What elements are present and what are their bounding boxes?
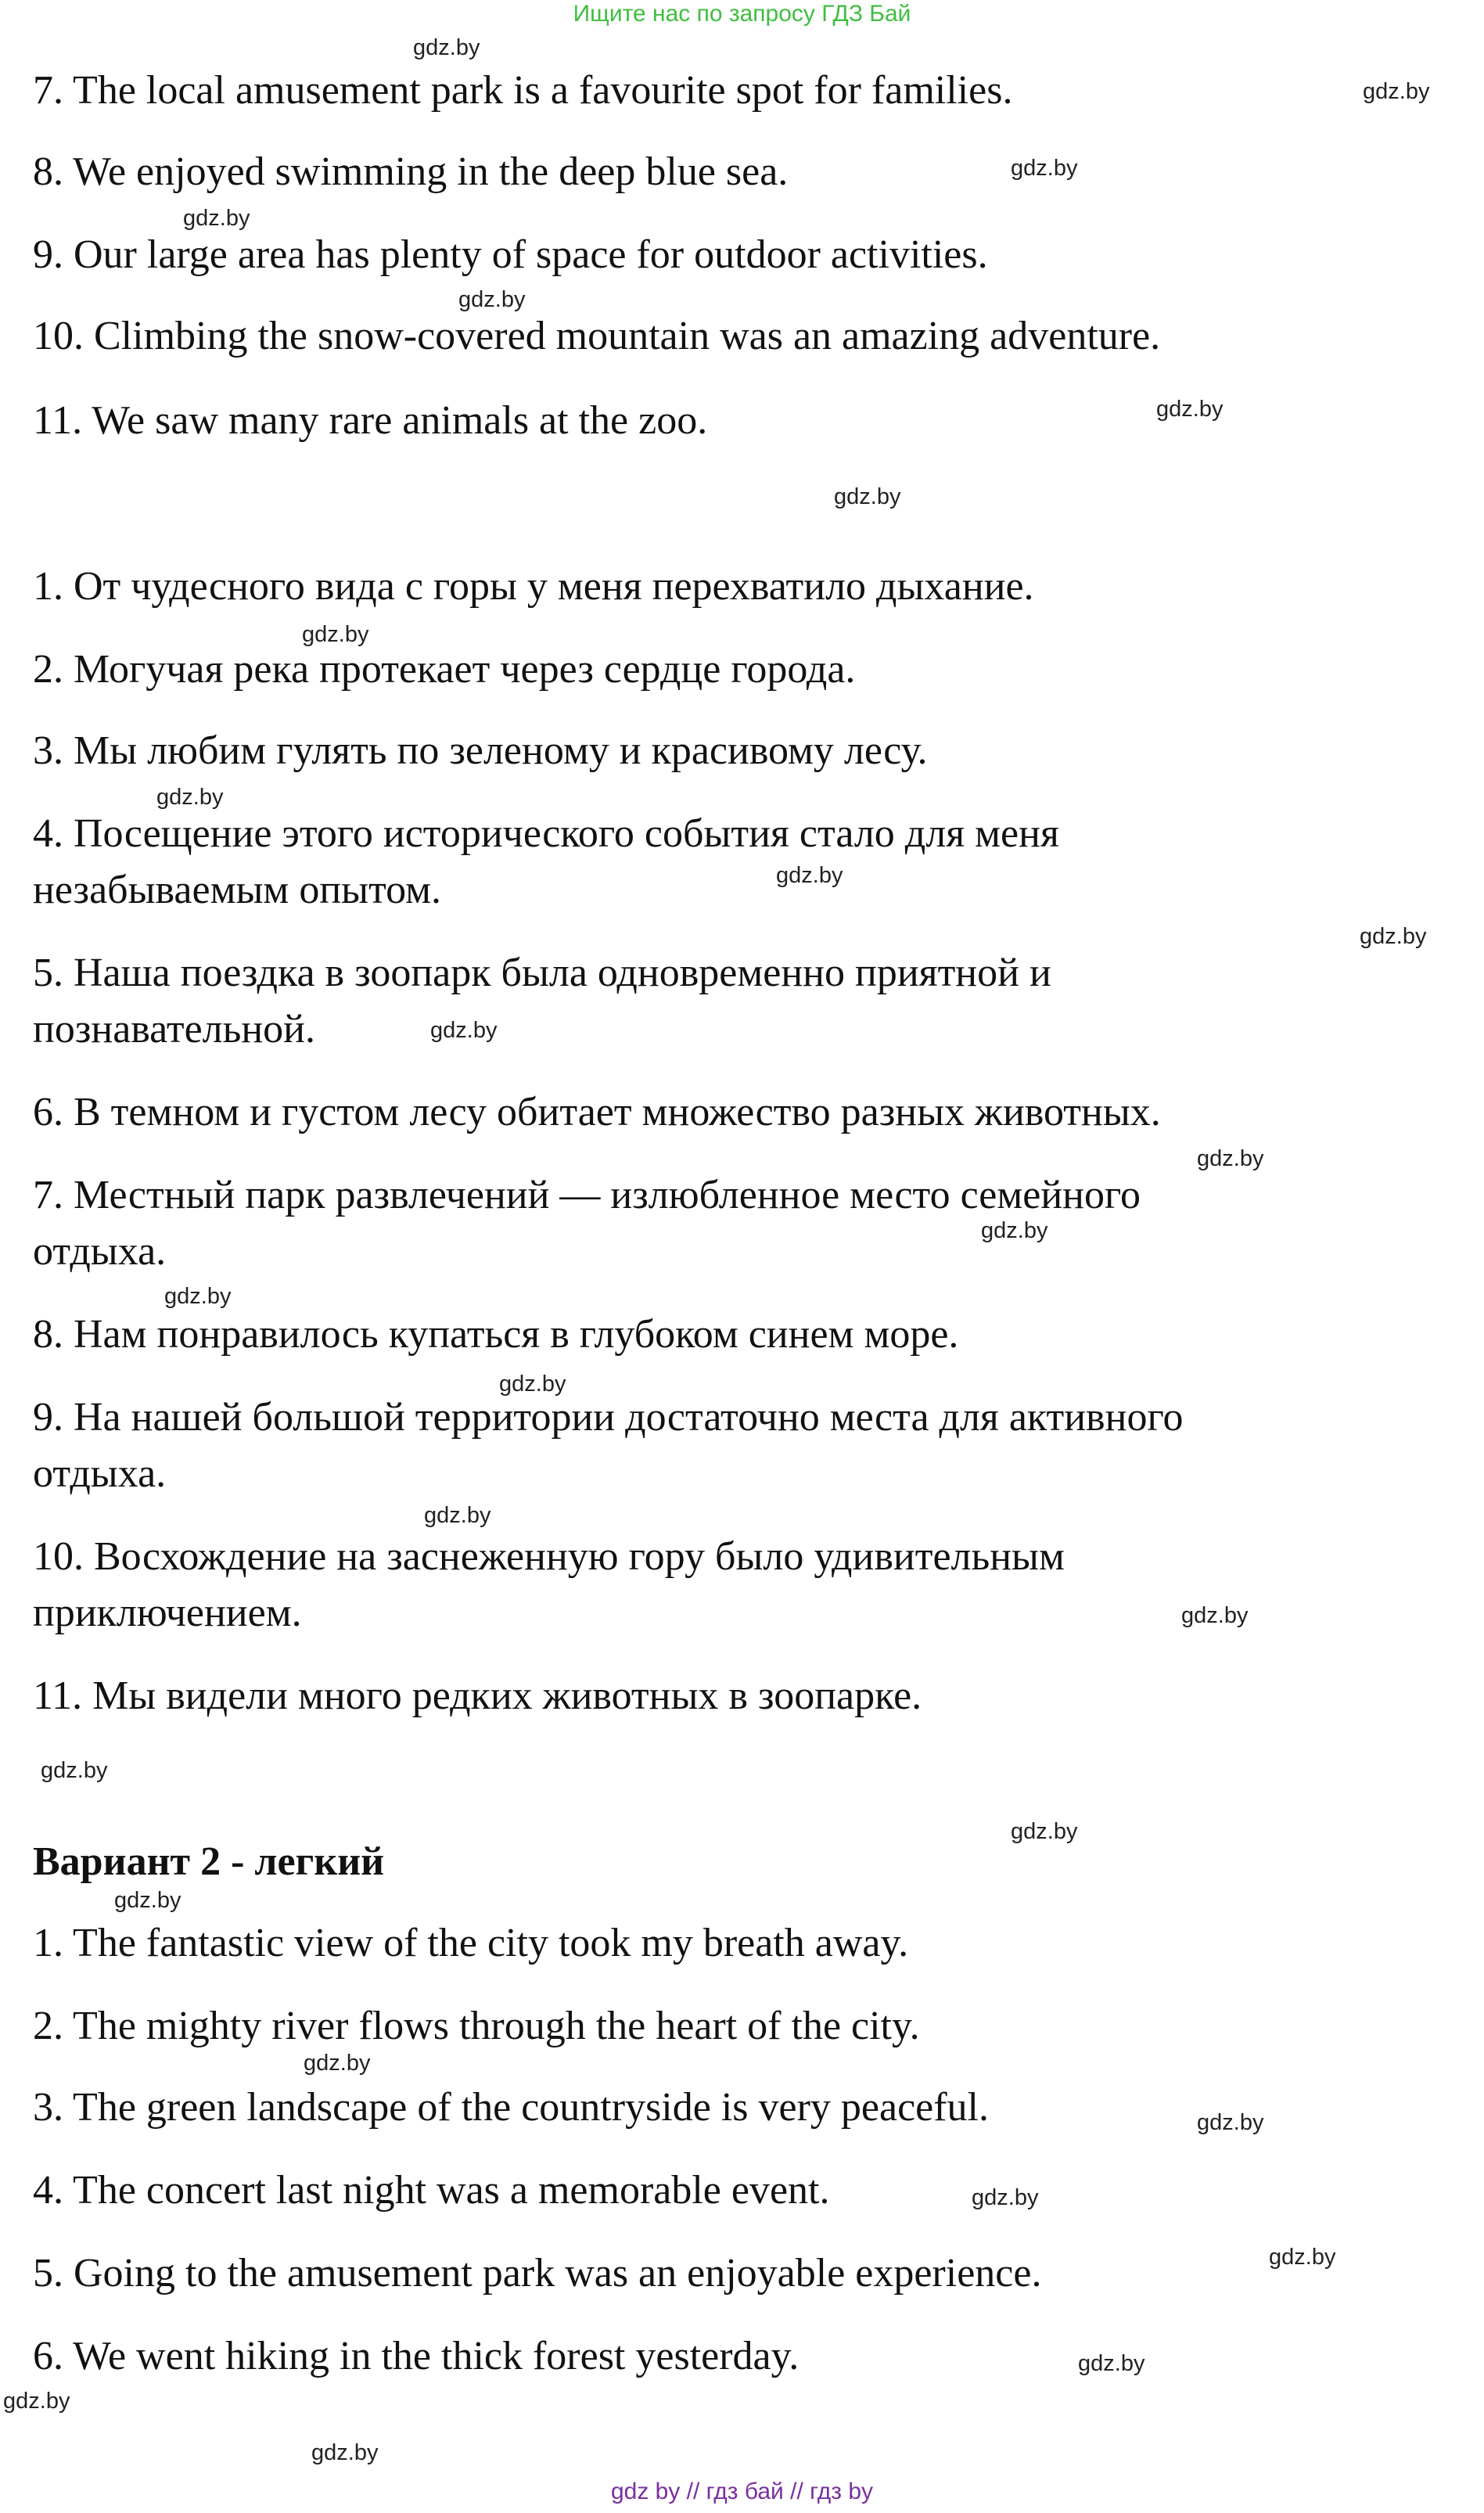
watermark: gdz.by	[1011, 1819, 1078, 1844]
watermark: gdz.by	[114, 1888, 181, 1913]
watermark: gdz.by	[3, 2389, 70, 2414]
watermark: gdz.by	[430, 1018, 498, 1043]
variant-2-sentence-2: 2. The mighty river flows through the heart of the city.	[33, 2004, 920, 2048]
translation-6: 6. В темном и густом лесу обитает множество разных животных.	[33, 1090, 1161, 1134]
translation-4-cont: незабываемым опытом.	[33, 868, 442, 912]
translation-7: 7. Местный парк развлечений — излюбленное место семейного	[33, 1173, 1141, 1217]
watermark: gdz.by	[1181, 1603, 1249, 1628]
watermark: gdz.by	[41, 1758, 108, 1783]
watermark: gdz.by	[972, 2185, 1039, 2210]
watermark: gdz.by	[458, 287, 526, 312]
translation-4: 4. Посещение этого исторического события стало для меня	[33, 811, 1059, 856]
translation-11: 11. Мы видели много редких животных в зоопарке.	[33, 1674, 922, 1718]
watermark: gdz.by	[1197, 1146, 1264, 1171]
sentence-8: 8. We enjoyed swimming in the deep blue sea.	[33, 149, 789, 194]
variant-2-sentence-1: 1. The fantastic view of the city took my breath away.	[33, 1921, 909, 1965]
translation-7-cont: отдыха.	[33, 1229, 167, 1274]
watermark: gdz.by	[981, 1218, 1048, 1243]
variant-2-heading: Вариант 2 - легкий	[33, 1839, 385, 1884]
translation-10-cont: приключением.	[33, 1591, 302, 1635]
translation-8: 8. Нам понравилось купаться в глубоком синем море.	[33, 1312, 959, 1357]
watermark: gdz.by	[776, 863, 843, 888]
translation-9-cont: отдыха.	[33, 1451, 167, 1496]
watermark: gdz.by	[156, 785, 224, 810]
watermark: gdz.by	[1011, 156, 1078, 181]
translation-3: 3. Мы любим гулять по зеленому и красивому лесу.	[33, 728, 928, 773]
watermark: gdz.by	[424, 1503, 491, 1528]
sentence-10: 10. Climbing the snow-covered mountain was an amazing adventure.	[33, 314, 1161, 358]
translation-9: 9. На нашей большой территории достаточно места для активного	[33, 1395, 1184, 1440]
watermark: gdz.by	[1360, 924, 1427, 949]
watermark: gdz.by	[1156, 397, 1223, 422]
sentence-11: 11. We saw many rare animals at the zoo.	[33, 398, 708, 443]
watermark: gdz.by	[311, 2440, 379, 2465]
watermark: gdz.by	[1197, 2110, 1264, 2135]
watermark: gdz.by	[1363, 79, 1430, 104]
watermark: gdz.by	[302, 622, 369, 647]
watermark: gdz.by	[164, 1284, 232, 1309]
search-hint-banner: Ищите нас по запросу ГДЗ Бай	[573, 1, 911, 27]
translation-5: 5. Наша поездка в зоопарк была одновременно приятной и	[33, 951, 1051, 995]
translation-1: 1. От чудесного вида с горы у меня перехватило дыхание.	[33, 564, 1034, 609]
variant-2-sentence-3: 3. The green landscape of the countryside is very peaceful.	[33, 2085, 989, 2130]
translation-10: 10. Восхождение на заснеженную гору было удивительным	[33, 1534, 1065, 1579]
translation-5-cont: познавательной.	[33, 1007, 316, 1052]
sentence-7: 7. The local amusement park is a favourite spot for families.	[33, 68, 1013, 113]
translation-2: 2. Могучая река протекает через сердце города.	[33, 647, 856, 692]
watermark: gdz.by	[499, 1372, 566, 1397]
watermark: gdz.by	[834, 484, 901, 509]
site-footer: gdz by // гдз бай // гдз by	[610, 2479, 874, 2504]
variant-2-sentence-5: 5. Going to the amusement park was an enjoyable experience.	[33, 2251, 1042, 2295]
watermark: gdz.by	[1269, 2245, 1336, 2270]
variant-2-sentence-6: 6. We went hiking in the thick forest yesterday.	[33, 2334, 799, 2378]
watermark: gdz.by	[183, 206, 250, 231]
variant-2-sentence-4: 4. The concert last night was a memorable event.	[33, 2168, 830, 2213]
watermark: gdz.by	[1078, 2351, 1145, 2376]
watermark: gdz.by	[413, 35, 480, 60]
watermark: gdz.by	[304, 2051, 371, 2076]
sentence-9: 9. Our large area has plenty of space for outdoor activities.	[33, 232, 988, 277]
